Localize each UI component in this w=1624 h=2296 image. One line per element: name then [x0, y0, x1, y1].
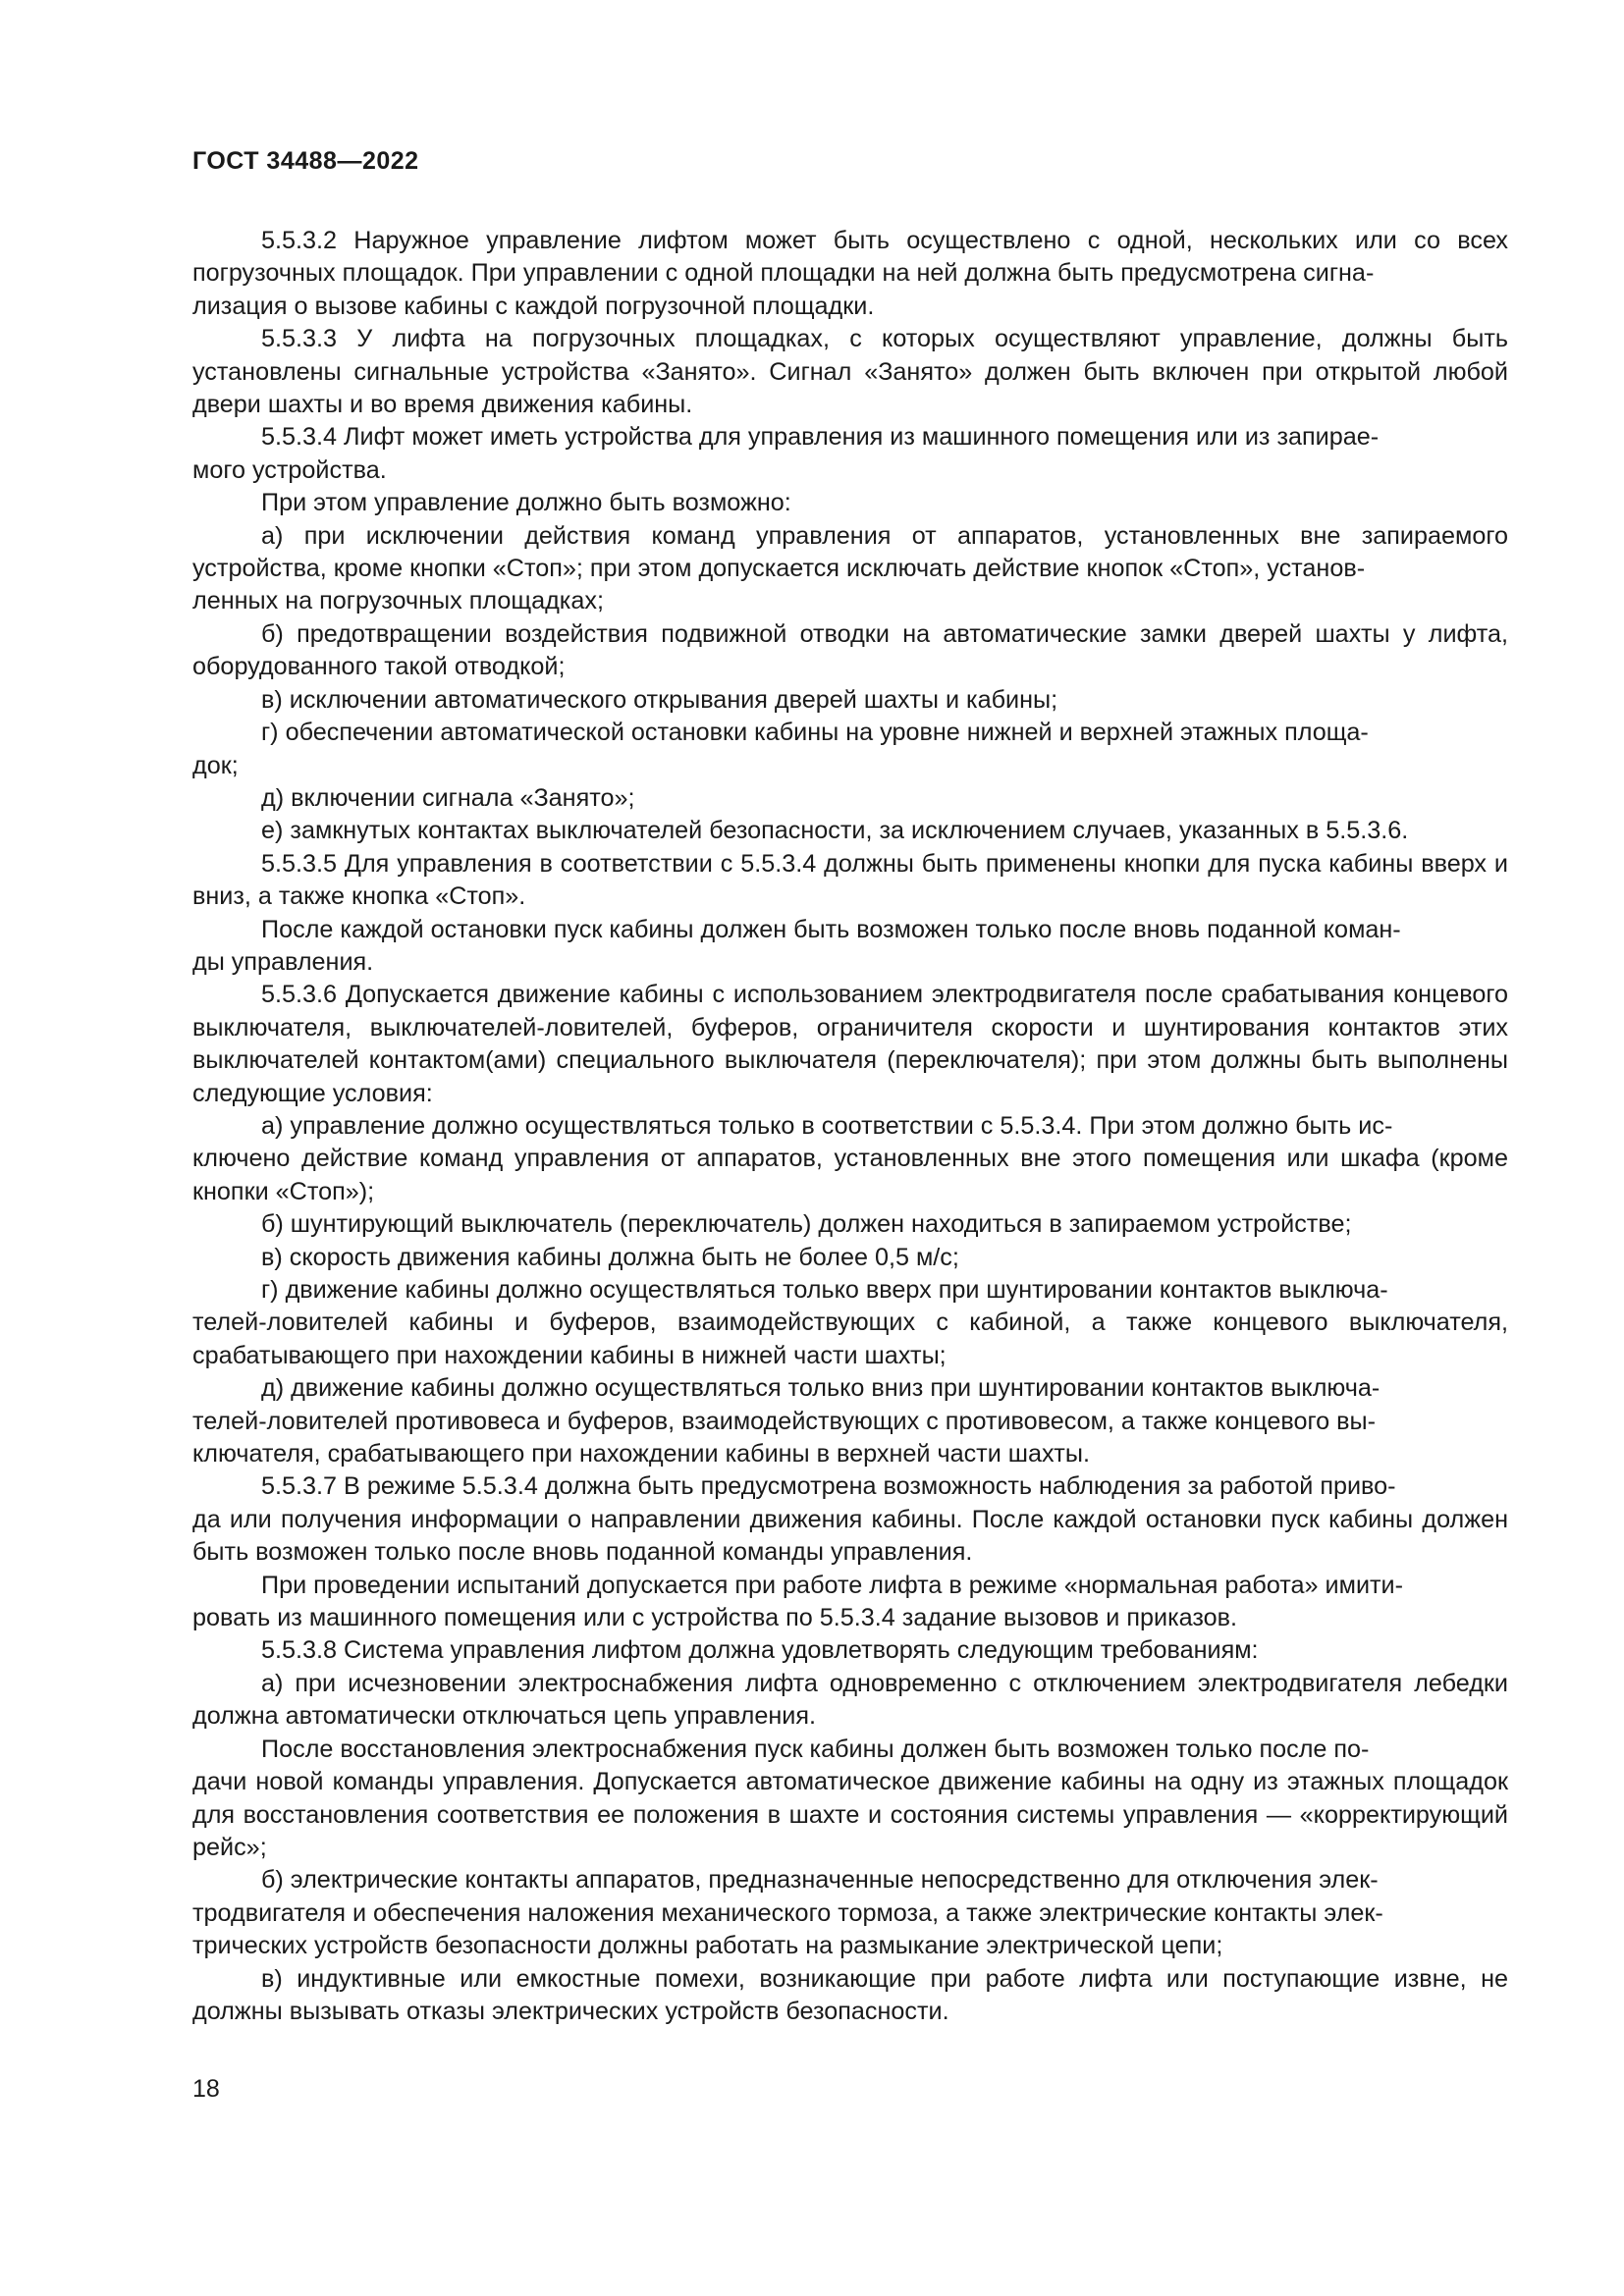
paragraph-5-5-3-3: 5.5.3.3 У лифта на погрузочных площадках, с которых осуществляют управление, должны быть установлены сигнальные устройства «Занято». Сигнал «Занято» должен быть включен при открытой любой двери шахты и во время движения кабины.: [192, 325, 1508, 419]
list-item-a: а) при исключении действия команд управления от аппаратов, установленных вне запираемого устройства, кроме кнопки «Стоп»; при этом допускается исключать действие кнопок «Стоп», установ- ленных на погрузочных площадках;: [192, 521, 1508, 615]
list-item-g: г) движение кабины должно осуществляться только вверх при шунтировании контактов выключа- телей-ловителей кабины и буферов, взаимодействующих с кабиной, а также концевого выключателя, срабатывающего при нахождении кабины в нижней части шахты;: [192, 1276, 1508, 1369]
list-item-b: б) электрические контакты аппаратов, предназначенные непосредственно для отключения элек- тродвигателя и обеспечения наложения механического тормоза, а также электрические контакты элек- трических устройств безопасности должны работать на размыкание электрической цепи;: [192, 1866, 1383, 1960]
document-header: ГОСТ 34488—2022: [192, 147, 419, 175]
list-item-v: в) скорость движения кабины должна быть не более 0,5 м/с;: [261, 1243, 959, 1271]
paragraph: При этом управление должно быть возможно:: [261, 489, 791, 517]
list-item-a: а) при исчезновении электроснабжения лифта одновременно с отключением электродвигателя лебедки должна автоматически отключаться цепь управления.: [192, 1669, 1508, 1731]
list-item-g: г) обеспечении автоматической остановки кабины на уровне нижней и верхней этажных площа- док;: [192, 719, 1369, 779]
paragraph-5-5-3-2: 5.5.3.2 Наружное управление лифтом может быть осуществлено с одной, нескольких или со всех погрузочных площадок. При управлении с одной площадки на ней должна быть предусмотрена сигна- лизация о вызове кабины с каждой погрузочной площадки.: [192, 227, 1508, 320]
list-item-v: в) исключении автоматического открывания дверей шахты и кабины;: [261, 685, 1058, 714]
list-item-b: б) предотвращении воздействия подвижной отводки на автоматические замки дверей шахты у лифта, оборудованного такой отводкой;: [192, 619, 1508, 681]
paragraph-5-5-3-8: 5.5.3.8 Система управления лифтом должна удовлетворять следующим требованиям:: [261, 1636, 1259, 1665]
paragraph: При проведении испытаний допускается при работе лифта в режиме «нормальная работа» имити- ровать из машинного помещения или с устройства по 5.5.3.4 задание вызовов и приказов.: [192, 1571, 1404, 1632]
list-item-a: а) управление должно осуществляться только в соответствии с 5.5.3.4. При этом должно быть ис- ключено действие команд управления от аппаратов, установленных вне этого помещения или шкафа (кроме кнопки «Стоп»);: [192, 1111, 1508, 1205]
list-item-d: д) движение кабины должно осуществляться только вниз при шунтировании контактов выключа- телей-ловителей противовеса и буферов, взаимодействующих с противовесом, а также концевого вы- ключателя, срабатывающего при нахождении кабины в верхней части шахты.: [192, 1374, 1380, 1468]
paragraph: После восстановления электроснабжения пуск кабины должен быть возможен только после по- дачи новой команды управления. Допускается автоматическое движение кабины на одну из этажных площадок для восстановления соответствия ее положения в шахте и состояния системы управления — «корректирующий рейс»;: [192, 1735, 1508, 1861]
page-number: 18: [192, 2075, 220, 2103]
list-item-v: в) индуктивные или емкостные помехи, возникающие при работе лифта или поступающие извне, не должны вызывать отказы электрических устройств безопасности.: [192, 1964, 1508, 2025]
document-body: [192, 225, 1508, 2028]
paragraph-5-5-3-7: 5.5.3.7 В режиме 5.5.3.4 должна быть предусмотрена возможность наблюдения за работой приво- да или получения информации о направлении движения кабины. После каждой остановки пуск кабины должен быть возможен только после вновь поданной команды управления.: [192, 1472, 1508, 1567]
paragraph-5-5-3-4: 5.5.3.4 Лифт может иметь устройства для управления из машинного помещения или из запирае- мого устройства.: [192, 423, 1380, 484]
list-item-e: е) замкнутых контактах выключателей безопасности, за исключением случаев, указанных в 5.5.3.6.: [261, 817, 1409, 845]
list-item-d: д) включении сигнала «Занято»;: [261, 783, 635, 812]
paragraph-5-5-3-6: 5.5.3.6 Допускается движение кабины с использованием электродвигателя после срабатывания концевого выключателя, выключателей-ловителей, буферов, ограничителя скорости и шунтирования контактов этих выключателей контактом(ами) специального выключателя (переключателя); при этом должны быть выполнены следующие условия:: [192, 981, 1508, 1107]
paragraph-5-5-3-5: 5.5.3.5 Для управления в соответствии с 5.5.3.4 должны быть применены кнопки для пуска кабины вверх и вниз, а также кнопка «Стоп».: [192, 849, 1508, 911]
list-item-b: б) шунтирующий выключатель (переключатель) должен находиться в запираемом устройстве;: [261, 1210, 1352, 1239]
paragraph: После каждой остановки пуск кабины должен быть возможен только после вновь поданной коман- ды управления.: [192, 915, 1401, 976]
